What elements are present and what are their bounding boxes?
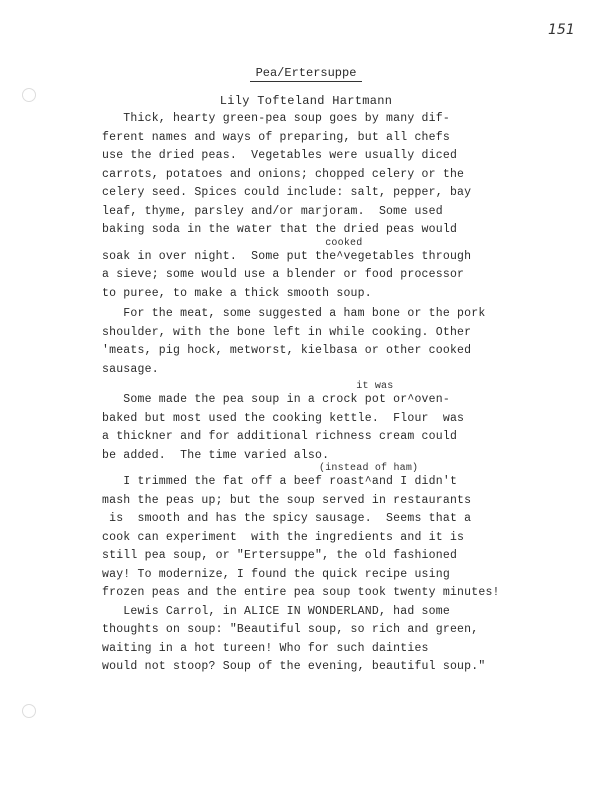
text-line: Some made the pea soup in a crock pot or^oven-	[102, 393, 450, 406]
document-title	[0, 66, 612, 80]
text-line: For the meat, some suggested a ham bone or the pork	[102, 307, 486, 320]
text-line: to puree, to make a thick smooth soup.	[102, 286, 372, 300]
handwritten-insertion: (instead of ham)	[102, 463, 419, 474]
text-line: still pea soup, or "Ertersuppe", the old fashioned	[102, 549, 458, 562]
title-text: Pea/Ertersuppe	[250, 66, 363, 82]
author-name: Lily Tofteland Hartmann	[219, 94, 393, 108]
text-line: way! To modernize, I found the quick recipe using	[102, 567, 450, 581]
text-line: frozen peas and the entire pea soup took twenty minutes!	[102, 586, 500, 599]
punch-hole-mark-top	[22, 88, 36, 102]
handwritten-insertion: cooked	[102, 237, 363, 249]
paragraph	[102, 305, 522, 379]
text-line: I trimmed the fat off a beef roast^and I didn't	[102, 475, 458, 488]
text-line: leaf, thyme, parsley and/or marjoram. Some used	[102, 204, 443, 218]
text-line: cook can experiment with the ingredients and it is	[102, 530, 465, 544]
text-line: would not stoop? Soup of the evening, beautiful soup."	[102, 660, 486, 673]
document-body	[102, 110, 522, 677]
text-line: 'meats, pig hock, metworst, kielbasa or other cooked	[102, 344, 472, 357]
punch-hole-mark-bottom	[22, 704, 36, 718]
text-line: sausage.	[102, 362, 159, 376]
text-line: Lewis Carrol, in ALICE IN WONDERLAND, had some	[102, 604, 450, 618]
text-line: shoulder, with the bone left in while cooking. Other	[102, 325, 472, 339]
text-line: carrots, potatoes and onions; chopped celery or the	[102, 167, 465, 181]
text-line: a sieve; some would use a blender or food processor	[102, 268, 465, 281]
text-line: baking soda in the water that the dried peas would	[102, 223, 458, 236]
paragraph	[102, 383, 522, 465]
text-line: celery seed. Spices could include: salt, pepper, bay	[102, 186, 472, 199]
text-line: mash the peas up; but the soup served in restaurants	[102, 493, 472, 507]
text-line: ferent names and ways of preparing, but all chefs	[102, 130, 450, 144]
text-line: soak in over night. Some put the^vegetables through	[102, 249, 472, 263]
handwritten-insertion: it was	[102, 381, 394, 392]
text-line: use the dried peas. Vegetables were usually diced	[102, 149, 458, 162]
text-line: a thickner and for additional richness cream could	[102, 430, 458, 443]
text-line: baked but most used the cooking kettle. Flour was	[102, 411, 465, 425]
page-number: 151	[548, 22, 575, 38]
text-line: is smooth and has the spicy sausage. Seems that a	[102, 512, 472, 525]
text-line: thoughts on soup: "Beautiful soup, so rich and green,	[102, 623, 479, 636]
text-line: be added. The time varied also.	[102, 448, 330, 462]
paragraph	[102, 465, 522, 677]
text-line: waiting in a hot tureen! Who for such dainties	[102, 641, 429, 655]
paragraph	[102, 110, 522, 303]
text-line: Thick, hearty green-pea soup goes by many dif-	[102, 112, 450, 125]
